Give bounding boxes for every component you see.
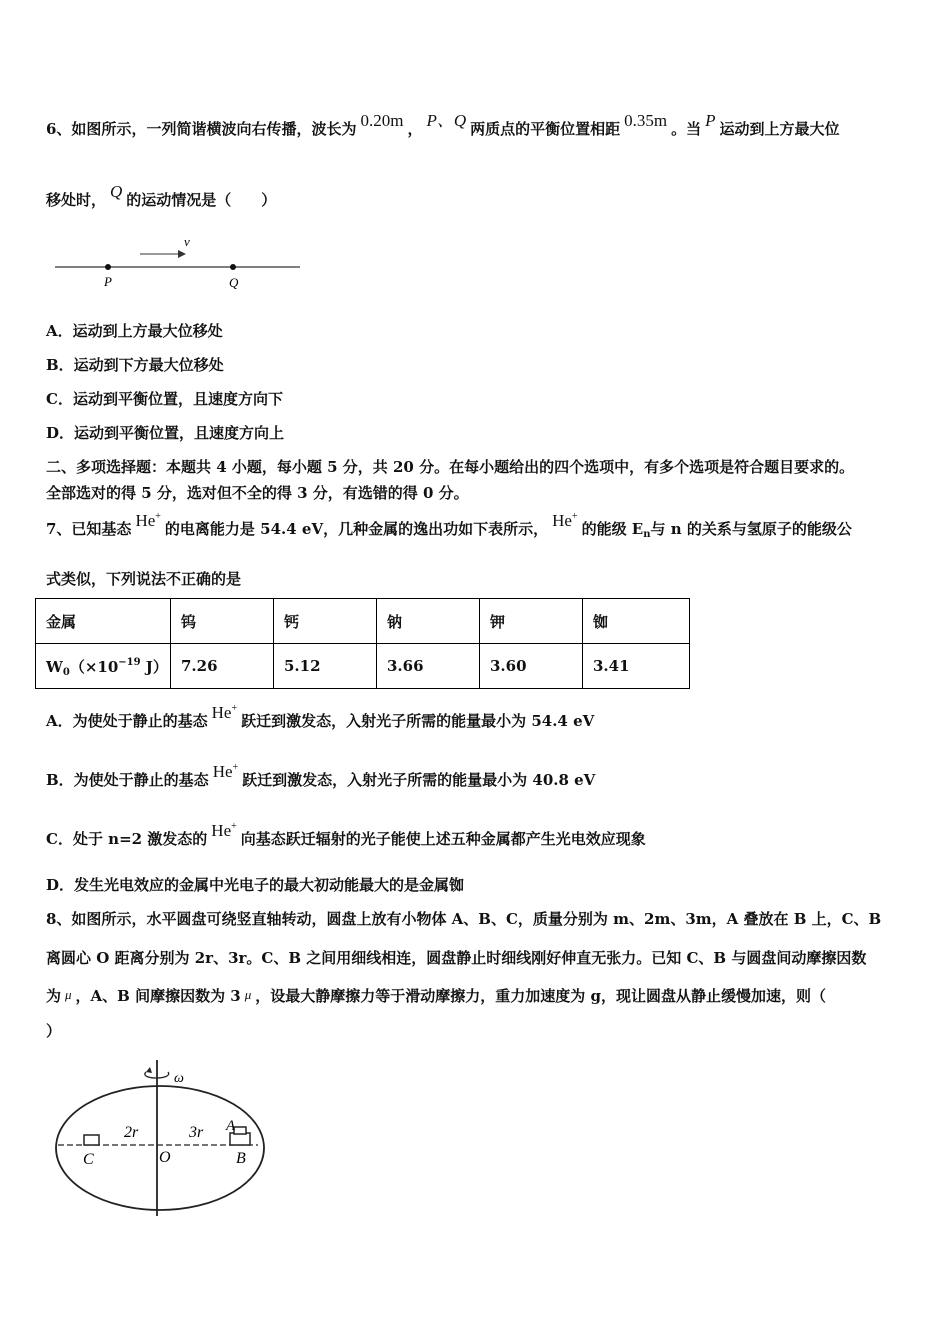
q7-line-2: 式类似，下列说法不正确的是 <box>46 570 242 588</box>
table-cell: 铷 <box>583 599 690 644</box>
table-cell: 钨 <box>171 599 274 644</box>
q7-option-b: B．为使处于静止的基态 He+跃迁到激发态，入射光子所需的能量最小为 40.8 eV <box>46 762 596 789</box>
q7-option-c: C．处于 n=2 激发态的 He+向基态跃迁辐射的光子能使上述五种金属都产生光电效应现象 <box>46 821 646 848</box>
rotation-arrow-head <box>146 1067 152 1073</box>
block-b <box>230 1133 250 1145</box>
wavelength-value: 0.20m <box>360 111 404 130</box>
table-row-label: $W_0(\times 10^{-19}$ J） <box>36 644 171 689</box>
q8-line-1: 8、如图所示，水平圆盘可绕竖直轴转动，圆盘上放有小物体 A、B、C，质量分别为 m、2m、3m，A 叠放在 B 上，C、B <box>46 910 882 928</box>
q6-line-1: 6、如图所示，一列简谐横波向右传播，波长为 0.20m ， P、Q 两质点的平衡位置相距 0.35m 。当 P 运动到上方最大位 <box>46 111 840 138</box>
he-ion-symbol: He+ <box>552 511 578 530</box>
point-p-label: P <box>104 274 112 289</box>
q6-line-2: 移处时， Q 的运动情况是（ ） <box>46 182 277 209</box>
pq-symbols: P、Q <box>426 111 467 130</box>
q6-option-c: C．运动到平衡位置，且速度方向下 <box>46 390 283 408</box>
label-3r: 3r <box>189 1124 204 1141</box>
wave-figure <box>50 230 310 295</box>
table-cell: 3.41 <box>583 644 690 689</box>
mu-symbol: μ <box>244 987 252 1002</box>
q7-option-a: A．为使处于静止的基态 He+跃迁到激发态，入射光子所需的能量最小为 54.4 eV <box>46 703 595 730</box>
distance-value: 0.35m <box>624 111 668 130</box>
disk-figure <box>50 1058 280 1223</box>
disk-outline <box>56 1086 264 1210</box>
q6-option-b: B．运动到下方最大位移处 <box>46 356 224 374</box>
section2-line-1: 二、多项选择题：本题共 4 小题，每小题 5 分，共 20 分。在每小题给出的四个选项中，有多个选项是符合题目要求的。 <box>46 458 855 476</box>
table-cell: 3.60 <box>480 644 583 689</box>
q7-option-d: D．发生光电效应的金属中光电子的最大初动能最大的是金属铷 <box>46 876 465 894</box>
table-cell: 金属 <box>36 599 171 644</box>
q7-line-1: 7、已知基态 He+的电离能力是 54.4 eV，几种金属的逸出功如下表所示， He+的能级 $E_n$与 n 的关系与氢原子的能级公 <box>46 511 852 540</box>
point-q-label: Q <box>229 275 239 290</box>
mu-symbol: μ <box>65 987 72 1002</box>
table-cell: 3.66 <box>377 644 480 689</box>
table-header-row <box>36 599 690 644</box>
q-symbol: Q <box>110 182 123 201</box>
table-cell: 7.26 <box>171 644 274 689</box>
he-ion-symbol: He+ <box>211 703 238 722</box>
label-c: C <box>83 1151 94 1168</box>
he-ion-symbol: He+ <box>212 762 239 781</box>
q8-line-4: ） <box>46 1022 62 1040</box>
point-p <box>105 264 111 270</box>
q8-line-2: 离圆心 O 距离分别为 2r、3r。C、B 之间用细线相连，圆盘静止时细线刚好伸直无张力。已知 C、B 与圆盘间动摩擦因数 <box>46 949 867 967</box>
block-a <box>234 1127 246 1134</box>
table-cell: 钾 <box>480 599 583 644</box>
table-cell: 5.12 <box>274 644 377 689</box>
omega-label: ω <box>174 1071 184 1086</box>
q8-line-3: 为 μ ，A、B 间摩擦因数为 3 μ ，设最大静摩擦力等于滑动摩擦力，重力加速度为 g，现让圆盘从静止缓慢加速，则（ <box>46 987 826 1005</box>
he-ion-symbol: He+ <box>211 821 237 840</box>
work-function-table <box>35 598 690 689</box>
q6-option-a: A．运动到上方最大位移处 <box>46 322 223 340</box>
label-2r: 2r <box>124 1124 139 1141</box>
section2-line-2: 全部选对的得 5 分，选对但不全的得 3 分，有选错的得 0 分。 <box>46 484 469 502</box>
block-c <box>84 1135 99 1145</box>
velocity-label: v <box>184 234 190 249</box>
table-cell: 钠 <box>377 599 480 644</box>
table-cell: 钙 <box>274 599 377 644</box>
point-q <box>230 264 236 270</box>
q6-option-d: D．运动到平衡位置，且速度方向上 <box>46 424 285 442</box>
label-b: B <box>236 1150 246 1167</box>
p-symbol: P <box>705 111 716 130</box>
label-o: O <box>159 1149 171 1166</box>
velocity-arrow-head <box>178 250 186 258</box>
he-ion-symbol: He+ <box>135 511 161 530</box>
label-a: A <box>226 1118 236 1134</box>
table-row <box>36 644 690 689</box>
